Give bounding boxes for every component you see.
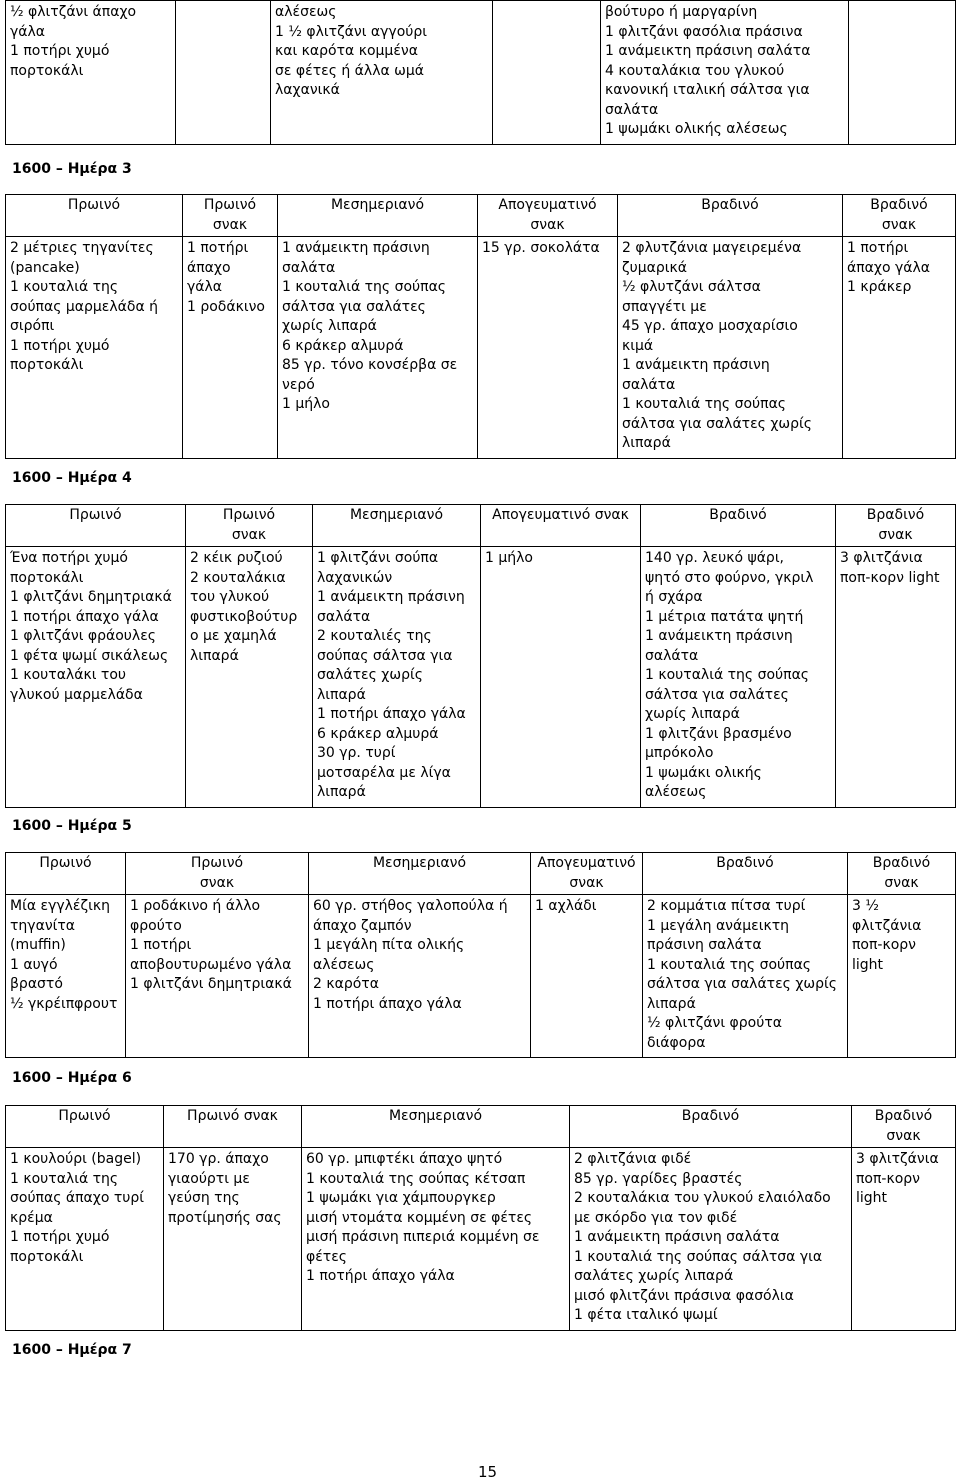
day-4-cell-breakfast: Ένα ποτήρι χυμό πορτοκάλι 1 φλιτζάνι δημητριακά 1 ποτήρι άπαχο γάλα 1 φλιτζάνι φράουλες 1 φέτα ψωμί σικάλεως 1 κουταλάκι του γλυκού μαρμελάδα	[6, 547, 186, 808]
day-3-cell-afternoon-snack: 15 γρ. σοκολάτα	[478, 237, 618, 459]
day-3-header-dinner: Βραδινό	[618, 195, 843, 237]
day-6-table	[5, 1105, 956, 1331]
day-6-header-dinner: Βραδινό	[570, 1106, 852, 1148]
day-5-table	[5, 852, 956, 1058]
day-7-title: 1600 – Ημέρα 7	[12, 1342, 132, 1358]
day-5-title: 1600 – Ημέρα 5	[12, 818, 132, 834]
day-3-cell-dinner: 2 φλυτζάνια μαγειρεμένα ζυμαρικά ½ φλυτζάνι σάλτσα σπαγγέτι με 45 γρ. άπαχο μοσχαρίσιο κιμά 1 ανάμεικτη πράσινη σαλάτα 1 κουταλιά της σούπας σάλτσα για σαλάτες χωρίς λιπαρά	[618, 237, 843, 459]
day-6-cell-dinner: 2 φλιτζάνια φιδέ 85 γρ. γαρίδες βραστές 2 κουταλάκια του γλυκού ελαιόλαδο με σκόρδο για τον φιδέ 1 ανάμεικτη πράσινη σαλάτα 1 κουταλιά της σούπας σάλτσα για σαλάτες χωρίς λιπαρά μισό φλιτζάνι πράσινα φασόλια 1 φέτα ιταλικό ψωμί	[570, 1148, 852, 1331]
day-3-header-breakfast-snack: Πρωινό σνακ	[183, 195, 278, 237]
day-5-cell-breakfast-snack: 1 ροδάκινο ή άλλο φρούτο 1 ποτήρι αποβουτυρωμένο γάλα 1 φλιτζάνι δημητριακά	[126, 895, 309, 1058]
day-3-table	[5, 194, 956, 459]
page-number: 15	[478, 1463, 498, 1481]
day-3-header-dinner-snack: Βραδινό σνακ	[843, 195, 956, 237]
day-4-cell-breakfast-snack: 2 κέικ ρυζιού 2 κουταλάκια του γλυκού φυστικοβούτυρ ο με χαμηλά λιπαρά	[186, 547, 313, 808]
day-3-cell-breakfast: 2 μέτριες τηγανίτες (pancake) 1 κουταλιά της σούπας μαρμελάδα ή σιρόπι 1 ποτήρι χυμό πορτοκάλι	[6, 237, 183, 459]
day-3-title: 1600 – Ημέρα 3	[12, 161, 132, 177]
day-6-cell-dinner-snack: 3 φλιτζάνια ποπ-κορν light	[852, 1148, 956, 1331]
top-cell-dinner-snack	[849, 1, 956, 145]
top-cell-afternoon-snack	[493, 1, 601, 145]
day-5-cell-afternoon-snack: 1 αχλάδι	[531, 895, 643, 1058]
day-5-header-breakfast-snack: Πρωινό σνακ	[126, 853, 309, 895]
day-3-cell-dinner-snack: 1 ποτήρι άπαχο γάλα 1 κράκερ	[843, 237, 956, 459]
top-cell-dinner: βούτυρο ή μαργαρίνη 1 φλιτζάνι φασόλια πράσινα 1 ανάμεικτη πράσινη σαλάτα 4 κουταλάκια του γλυκού κανονική ιταλική σάλτσα για σαλάτα 1 ψωμάκι ολικής αλέσεως	[601, 1, 849, 145]
day-5-header-dinner-snack: Βραδινό σνακ	[848, 853, 956, 895]
day-4-cell-afternoon-snack: 1 μήλο	[481, 547, 641, 808]
day-3-header-lunch: Μεσημεριανό	[278, 195, 478, 237]
day-6-header-breakfast-snack: Πρωινό σνακ	[164, 1106, 302, 1148]
day-6-cell-lunch: 60 γρ. μπιφτέκι άπαχο ψητό 1 κουταλιά της σούπας κέτσαπ 1 ψωμάκι για χάμπουργκερ μισή ντομάτα κομμένη σε φέτες μισή πράσινη πιπεριά κομμένη σε φέτες 1 ποτήρι άπαχο γάλα	[302, 1148, 570, 1331]
top-cell-lunch: αλέσεως 1 ½ φλιτζάνι αγγούρι και καρότα κομμένα σε φέτες ή άλλα ωμά λαχανικά	[271, 1, 493, 145]
day-4-header-afternoon-snack: Απογευματινό σνακ	[481, 505, 641, 547]
day-5-cell-dinner-snack: 3 ½ φλιτζάνια ποπ-κορν light	[848, 895, 956, 1058]
day-4-title: 1600 – Ημέρα 4	[12, 470, 132, 486]
day-4-header-dinner: Βραδινό	[641, 505, 836, 547]
day-6-header-breakfast: Πρωινό	[6, 1106, 164, 1148]
top-meal-table	[5, 0, 956, 145]
day-5-cell-breakfast: Μία εγγλέζικη τηγανίτα (muffin) 1 αυγό βραστό ½ γκρέιπφρουτ	[6, 895, 126, 1058]
day-3-cell-breakfast-snack: 1 ποτήρι άπαχο γάλα 1 ροδάκινο	[183, 237, 278, 459]
top-cell-breakfast-snack	[176, 1, 271, 145]
day-4-header-dinner-snack: Βραδινό σνακ	[836, 505, 956, 547]
day-3-cell-lunch: 1 ανάμεικτη πράσινη σαλάτα 1 κουταλιά της σούπας σάλτσα για σαλάτες χωρίς λιπαρά 6 κράκερ αλμυρά 85 γρ. τόνο κονσέρβα σε νερό 1 μήλο	[278, 237, 478, 459]
day-5-cell-lunch: 60 γρ. στήθος γαλοπούλα ή άπαχο ζαμπόν 1 μεγάλη πίτα ολικής αλέσεως 2 καρότα 1 ποτήρι άπαχο γάλα	[309, 895, 531, 1058]
day-4-cell-dinner-snack: 3 φλιτζάνια ποπ-κορν light	[836, 547, 956, 808]
day-5-cell-dinner: 2 κομμάτια πίτσα τυρί 1 μεγάλη ανάμεικτη πράσινη σαλάτα 1 κουταλιά της σούπας σάλτσα για σαλάτες χωρίς λιπαρά ½ φλιτζάνι φρούτα διάφορα	[643, 895, 848, 1058]
day-3-header-afternoon-snack: Απογευματινό σνακ	[478, 195, 618, 237]
day-4-table	[5, 504, 956, 808]
day-4-header-breakfast: Πρωινό	[6, 505, 186, 547]
day-6-title: 1600 – Ημέρα 6	[12, 1070, 132, 1086]
day-4-header-lunch: Μεσημεριανό	[313, 505, 481, 547]
day-3-header-breakfast: Πρωινό	[6, 195, 183, 237]
day-6-header-dinner-snack: Βραδινό σνακ	[852, 1106, 956, 1148]
day-5-header-afternoon-snack: Απογευματινό σνακ	[531, 853, 643, 895]
day-6-header-lunch: Μεσημεριανό	[302, 1106, 570, 1148]
day-5-header-dinner: Βραδινό	[643, 853, 848, 895]
day-4-cell-dinner: 140 γρ. λευκό ψάρι, ψητό στο φούρνο, γκριλ ή σχάρα 1 μέτρια πατάτα ψητή 1 ανάμεικτη πράσινη σαλάτα 1 κουταλιά της σούπας σάλτσα για σαλάτες χωρίς λιπαρά 1 φλιτζάνι βρασμένο μπρόκολο 1 ψωμάκι ολικής αλέσεως	[641, 547, 836, 808]
day-4-header-breakfast-snack: Πρωινό σνακ	[186, 505, 313, 547]
day-5-header-lunch: Μεσημεριανό	[309, 853, 531, 895]
day-6-cell-breakfast: 1 κουλούρι (bagel) 1 κουταλιά της σούπας άπαχο τυρί κρέμα 1 ποτήρι χυμό πορτοκάλι	[6, 1148, 164, 1331]
day-5-header-breakfast: Πρωινό	[6, 853, 126, 895]
day-4-cell-lunch: 1 φλιτζάνι σούπα λαχανικών 1 ανάμεικτη πράσινη σαλάτα 2 κουταλιές της σούπας σάλτσα για σαλάτες χωρίς λιπαρά 1 ποτήρι άπαχο γάλα 6 κράκερ αλμυρά 30 γρ. τυρί μοτσαρέλα με λίγα λιπαρά	[313, 547, 481, 808]
day-6-cell-breakfast-snack: 170 γρ. άπαχο γιαούρτι με γεύση της προτίμησής σας	[164, 1148, 302, 1331]
top-cell-breakfast: ½ φλιτζάνι άπαχο γάλα 1 ποτήρι χυμό πορτοκάλι	[6, 1, 176, 145]
